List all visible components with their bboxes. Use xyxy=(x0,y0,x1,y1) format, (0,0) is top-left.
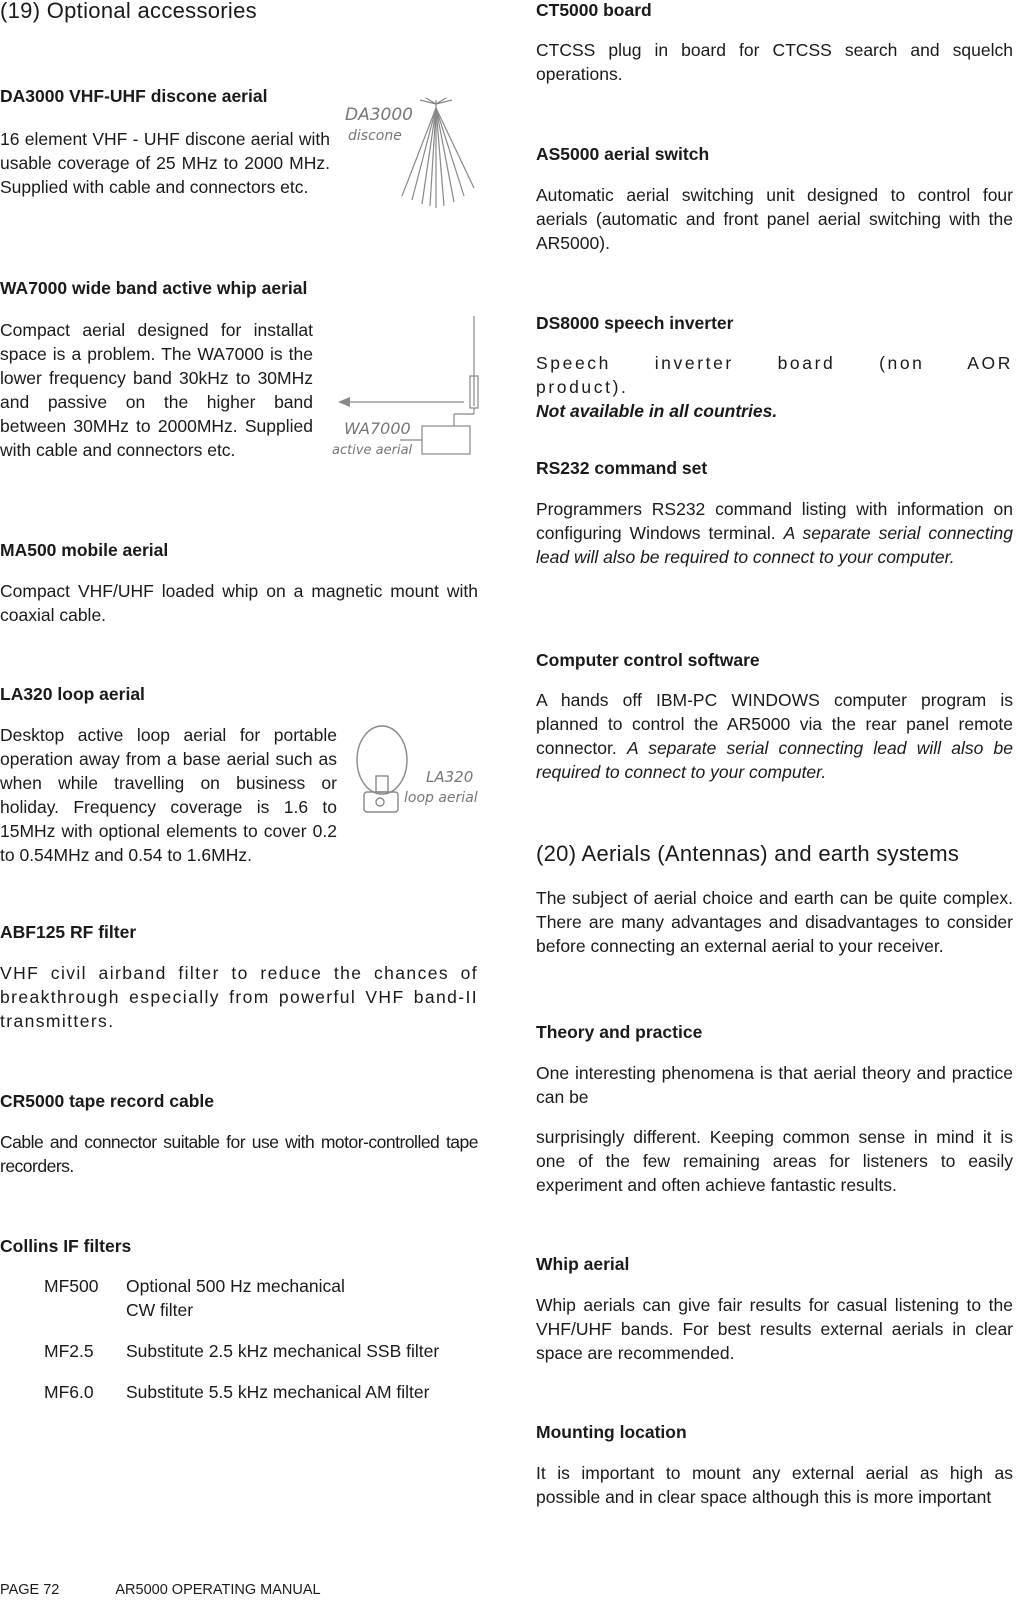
body-ct5000: CTCSS plug in board for CTCSS search and squelch operations. xyxy=(536,40,1013,84)
body-aerials-intro: The subject of aerial choice and earth can be quite complex. There are many advantages and disadvantages to consider before connecting an external aerial to your receiver. xyxy=(536,888,1013,956)
body-as5000: Automatic aerial switching unit designed to control four aerials (automatic and front panel aerial switching with the AR5000). xyxy=(536,185,1013,253)
body-whip: Whip aerials can give fair results for casual listening to the VHF/UHF bands. For best results external aerials in clear space are recommended. xyxy=(536,1295,1013,1363)
figure-label-active-aerial: active aerial xyxy=(332,443,413,458)
body-abf125: VHF civil airband filter to reduce the chances of breakthrough especially from powerful VHF band-II transmitters. xyxy=(0,963,478,1031)
filter-code: MF500 xyxy=(44,1276,99,1296)
figure-label-wa7000: WA7000 xyxy=(344,419,411,438)
section-title-optional-accessories: (19) Optional accessories xyxy=(0,0,257,23)
figure-label-da3000: DA3000 xyxy=(345,105,413,125)
body-mounting: It is important to mount any external aerial as high as possible and in clear space although this is more important xyxy=(536,1463,1013,1507)
filter-desc: Optional 500 Hz mechanical xyxy=(126,1276,345,1296)
rs232-text: Programmers RS232 command listing with information on configuring Windows terminal. xyxy=(536,499,1013,543)
heading-collins: Collins IF filters xyxy=(0,1236,132,1256)
filter-row-mf6-0 xyxy=(44,1382,429,1403)
filter-code: MF2.5 xyxy=(44,1341,94,1361)
section-title-aerials: (20) Aerials (Antennas) and earth systems xyxy=(536,841,960,866)
figure-label-discone: discone xyxy=(348,128,402,144)
heading-ma500: MA500 mobile aerial xyxy=(0,540,169,560)
body-da3000: 16 element VHF - UHF discone aerial with usable coverage of 25 MHz to 2000 MHz. Supplied with cable and connectors etc. xyxy=(0,129,330,197)
heading-da3000: DA3000 VHF-UHF discone aerial xyxy=(0,86,268,106)
whip-aerial-figure xyxy=(330,314,480,459)
body-wa7000: Compact aerial designed for installat space is a problem. The WA7000 is the lower frequency band 30kHz to 30MHz and passive on the higher band between 30MHz to 2000MHz. Supplied with cable and connectors etc. xyxy=(0,320,313,460)
heading-ds8000: DS8000 speech inverter xyxy=(536,313,734,333)
heading-computer-control: Computer control software xyxy=(536,650,760,670)
software-note: A separate serial connecting lead will also be required to connect to your computer. xyxy=(536,738,1013,782)
discone-aerial-figure xyxy=(342,96,480,211)
rs232-note: A separate serial connecting lead will also be required to connect to your computer. xyxy=(536,523,1013,567)
software-text: A hands off IBM-PC WINDOWS computer program is planned to control the AR5000 via the rear panel remote connector. xyxy=(536,690,1013,758)
body-theory-2: surprisingly different. Keeping common sense in mind it is one of the few remaining areas for listeners to easily experiment and often achieve fantastic results. xyxy=(536,1127,1013,1195)
page-footer xyxy=(0,1582,321,1598)
heading-as5000: AS5000 aerial switch xyxy=(536,144,710,164)
heading-rs232: RS232 command set xyxy=(536,458,708,478)
loop-aerial-figure xyxy=(352,720,480,824)
filter-desc: Substitute 2.5 kHz mechanical SSB filter xyxy=(126,1341,440,1361)
body-ds8000 xyxy=(536,351,1013,423)
heading-theory: Theory and practice xyxy=(536,1022,703,1042)
heading-wa7000: WA7000 wide band active whip aerial xyxy=(0,278,308,298)
heading-la320: LA320 loop aerial xyxy=(0,684,145,704)
figure-label-la320: LA320 xyxy=(426,768,474,786)
body-rs232 xyxy=(536,497,1013,569)
ds8000-text: Speech inverter board (non AOR product). xyxy=(536,353,1013,397)
body-la320: Desktop active loop aerial for portable operation away from a base aerial such as when while travelling on business or holiday. Frequency coverage is 1.6 to 15MHz with optional elements to cover 0.2 to 0.54MHz and 0.54 to 1.6MHz. xyxy=(0,725,337,865)
filter-row-mf500-cont xyxy=(126,1300,193,1321)
ds8000-availability: Not available in all countries. xyxy=(536,401,778,421)
body-ma500: Compact VHF/UHF loaded whip on a magnetic mount with coaxial cable. xyxy=(0,581,478,625)
filter-desc: Substitute 5.5 kHz mechanical AM filter xyxy=(126,1382,430,1402)
filter-desc-cont: CW filter xyxy=(126,1300,194,1320)
body-cr5000: Cable and connector suitable for use with motor-controlled tape recorders. xyxy=(0,1132,478,1176)
body-computer-control xyxy=(536,688,1013,784)
heading-mounting: Mounting location xyxy=(536,1422,687,1442)
body-theory-1: One interesting phenomena is that aerial theory and practice can be xyxy=(536,1063,1013,1107)
heading-cr5000: CR5000 tape record cable xyxy=(0,1091,214,1111)
figure-label-loop-aerial: loop aerial xyxy=(404,790,478,806)
heading-ct5000: CT5000 board xyxy=(536,0,652,20)
filter-code: MF6.0 xyxy=(44,1382,94,1402)
manual-title: AR5000 OPERATING MANUAL xyxy=(115,1582,321,1598)
filter-row-mf2-5 xyxy=(44,1341,439,1362)
filter-row-mf500 xyxy=(44,1276,345,1297)
heading-abf125: ABF125 RF filter xyxy=(0,922,137,942)
heading-whip: Whip aerial xyxy=(536,1254,630,1274)
page-number: PAGE 72 xyxy=(0,1582,60,1598)
